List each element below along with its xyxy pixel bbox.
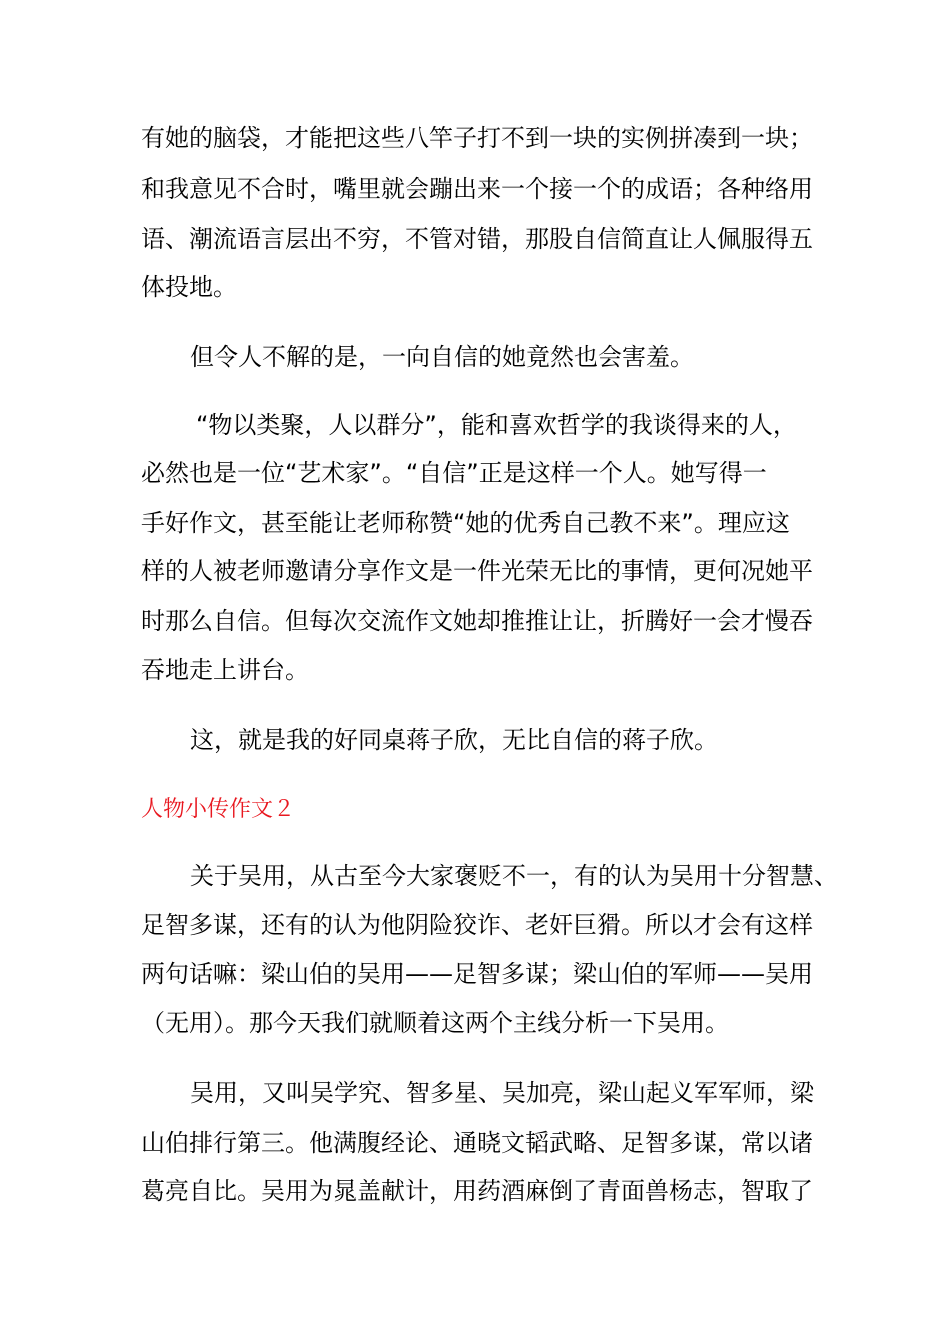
paragraph-5-line-3: 两句话嘛：梁山伯的吴用——足智多谋；梁山伯的军师——吴用 bbox=[141, 960, 813, 988]
paragraph-4-line-1: 这，就是我的好同桌蒋子欣，无比自信的蒋子欣。 bbox=[190, 726, 718, 754]
paragraph-3-line-5: 时那么自信。但每次交流作文她却推推让让，折腾好一会才慢吞 bbox=[141, 607, 813, 635]
paragraph-5-line-2: 足智多谋，还有的认为他阴险狡诈、老奸巨猾。所以才会有这样 bbox=[141, 911, 813, 939]
paragraph-3-line-6: 吞地走上讲台。 bbox=[141, 656, 309, 684]
paragraph-3-line-1: “物以类聚，人以群分”，能和喜欢哲学的我谈得来的人， bbox=[196, 411, 797, 439]
section-heading: 人物小传作文２ bbox=[141, 797, 296, 822]
paragraph-3-line-4: 样的人被老师邀请分享作文是一件光荣无比的事情，更何况她平 bbox=[141, 557, 813, 585]
paragraph-1-line-4: 体投地。 bbox=[141, 273, 237, 301]
paragraph-1-line-1: 有她的脑袋，才能把这些八竿子打不到一块的实例拼凑到一块； bbox=[141, 124, 813, 152]
paragraph-3-line-3: 手好作文，甚至能让老师称赞“她的优秀自己教不来”。理应这 bbox=[141, 509, 790, 537]
paragraph-6-line-3: 葛亮自比。吴用为晁盖献计，用药酒麻倒了青面兽杨志，智取了 bbox=[141, 1177, 813, 1205]
paragraph-6-line-1: 吴用，又叫吴学究、智多星、吴加亮，梁山起义军军师，梁 bbox=[190, 1079, 814, 1107]
paragraph-1-line-2: 和我意见不合时，嘴里就会蹦出来一个接一个的成语；各种络用 bbox=[141, 175, 813, 203]
paragraph-5-line-1: 关于吴用，从古至今大家褒贬不一，有的认为吴用十分智慧、 bbox=[190, 862, 838, 890]
paragraph-2-line-1: 但令人不解的是，一向自信的她竟然也会害羞。 bbox=[190, 343, 694, 371]
paragraph-3-line-2: 必然也是一位“艺术家”。“自信”正是这样一个人。她写得一 bbox=[141, 459, 767, 487]
paragraph-5-line-4: （无用）。那今天我们就顺着这两个主线分析一下吴用。 bbox=[141, 1009, 729, 1037]
paragraph-6-line-2: 山伯排行第三。他满腹经论、通晓文韬武略、足智多谋，常以诸 bbox=[141, 1129, 813, 1157]
paragraph-1-line-3: 语、潮流语言层出不穷，不管对错，那股自信简直让人佩服得五 bbox=[141, 225, 813, 253]
